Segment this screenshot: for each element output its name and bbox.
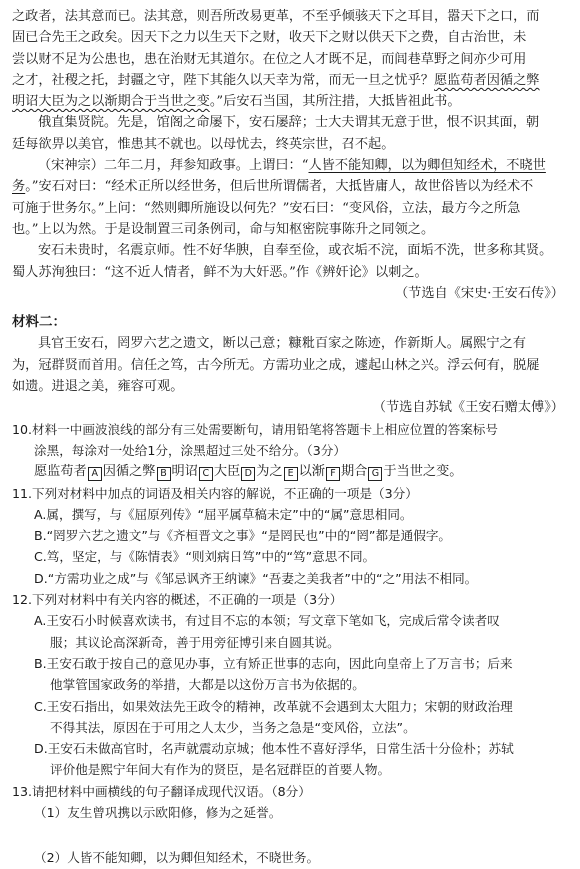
material-one-line: 之政者，法其意而已。法其意，则吾所改易更革，不至乎倾骇天下之耳目，嚣天下之口，而 [12,9,540,24]
question-stem: 涂黑，每涂对一处给1分，涂黑超过三处不给分。（3分） [34,442,346,458]
option-b: B.“罔罗六艺之遗文”与《齐桓晋文之事》“是罔民也”中的“罔”都是通假字。 [34,528,452,544]
material-two-line: 具官王安石，罔罗六艺之遗文，断以己意；糠粃百家之陈迹，作新斯人。属熙宁之有 [38,336,526,352]
wavy-underlined-text: 愿监苟者因循之弊 [434,72,540,88]
answer-box-e[interactable]: E [284,467,298,481]
text-segment: 为之 [256,464,283,480]
answer-box-f[interactable]: F [326,467,340,481]
option-b-continued: 他掌管国家政务的举措，大都是以这份万言书为依据的。 [50,677,365,693]
option-c-continued: 不得其法，原因在于可用之人太少，当务之急是“变风俗，立法”。 [50,719,416,735]
answer-box-g[interactable]: G [368,467,382,481]
translation-item-2: （2）人皆不能知卿，以为卿但知经术，不晓世务。 [34,850,320,866]
answer-box-a[interactable]: A [88,467,102,481]
option-b: B.王安石敢于按自己的意见办事，立有矫正世事的志向，因此向皇帝上了万言书；后来 [34,655,513,671]
question-10 [12,419,568,483]
text-run: （宋神宗）二年二月，拜参知政事。上谓曰：“ [38,158,309,174]
material-two [12,312,568,418]
question-stem: 12.下列对材料中有关内容的概述，不正确的一项是（3分） [12,592,343,608]
text-segment: 大臣 [213,464,241,480]
material-two-line: 如遗。进退之美，雍容可观。 [12,379,184,395]
answer-box-c[interactable]: C [199,467,213,481]
translation-item-1: （1）友生曾巩携以示欧阳修，修为之延誉。 [34,804,282,820]
option-a: A.王安石小时候喜欢读书，有过目不忘的本领；写文章下笔如飞，完成后常令读者叹 [34,613,500,629]
material-one-line: 固已合先王之政矣。因天下之力以生天下之财，收天下之财以供天下之费，自古治世，未 [12,30,527,46]
underlined-sentence: 人皆不能知卿，以为卿但知经术，不晓世 [308,158,546,174]
option-d: D.王安石未做高官时，名声就震动京城；他本性不喜好浮华，日常生活十分俭朴；苏轼 [34,741,514,757]
material-one-line: 安石未贵时，名震京师。性不好华腴，自奉至俭，或衣垢不浣，面垢不洗，世多称其贤。 [38,243,553,259]
material-one-line [12,91,568,112]
section-heading: 材料二： [12,314,66,331]
material-one-line [12,155,568,176]
text-segment: 以渐 [298,464,325,480]
material-one-line: 可施于世务尔。”上问：“然则卿所施设以何先？”安石曰：“变风俗，立法，最方今之所急 [12,200,521,216]
material-one [12,6,568,304]
option-c: C.笃，坚定，与《陈情表》“则刘病日笃”中的“笃”意思不同。 [34,549,376,565]
question-stem: 11.下列对材料中加点的词语及相关内容的解说，不正确的一项是（3分） [12,485,418,501]
question-stem: 10.材料一中画波浪线的部分有三处需要断句，请用铅笔将答题卡上相应位置的答案标号 [12,421,498,437]
question-13 [12,781,568,869]
question-12 [12,589,568,781]
answer-box-b[interactable]: B [157,467,171,481]
question-11 [12,483,568,589]
material-one-line: 也。”上以为然。于是设制置三司条例司，命与知枢密院事陈升之同领之。 [12,221,435,237]
question-stem: 13.请把材料中画横线的句子翻译成现代汉语。（8分） [12,783,311,799]
material-two-line: 为，冠群贤而首用。信任之笃，古今所无。方需功业之成，遽起山林之兴。浮云何有，脱屣 [12,357,540,373]
segmentation-line [12,461,568,482]
material-one-line [12,176,568,197]
answer-box-d[interactable]: D [241,467,255,481]
text-run: 。”后安石当国，其所注措，大抵皆祖此书。 [209,94,461,110]
option-d-continued: 评价他是熙宁年间大有作为的贤臣，是名冠群臣的首要人物。 [50,762,391,778]
text-segment: 愿监苟者 [34,464,87,480]
material-one-line: 尝以财不足为公患也，患在治财无其道尔。在位之人才既不足，而闾巷草野之间亦少可用 [12,51,527,67]
material-one-line: 俄直集贤院。先是，馆阁之命屡下，安石屡辞；士大夫谓其无意于世，恨不识其面，朝 [38,115,540,131]
option-c: C.王安石指出，如果效法先王政令的精神，改革就不会遇到太大阻力；宋朝的财政治理 [34,698,513,714]
answer-space [12,823,568,847]
text-segment: 期合 [341,464,368,480]
option-a-continued: 服；其议论高深新奇，善于用旁征博引来自圆其说。 [50,634,340,650]
option-d: D.“方需功业之成”与《邹忌讽齐王纳谏》“吾妻之美我者”中的“之”用法不相同。 [34,570,478,586]
material-one-line: 廷每欲畀以美官，惟患其不就也。以母忧去，终英宗世，召不起。 [12,136,395,152]
material-one-line: 蜀人苏洵独曰：“这不近人情者，鲜不为大奸恶。”作《辨奸论》以刺之。 [12,264,428,280]
source-citation: （节选自《宋史·王安石传》） [394,285,564,301]
wavy-underlined-text: 明诏大臣为之以渐期合于当世之变 [12,94,210,110]
text-run: 。”安石对曰：“经术正所以经世务，但后世所谓儒者，大抵皆庸人，故世俗皆以为经术不 [25,179,534,195]
text-run: 之才，社稷之托，封疆之守，陛下其能久以天幸为常，而无一旦之忧乎？ [12,72,434,88]
underlined-sentence: 务 [12,179,26,195]
material-one-line [12,70,568,91]
source-citation: （节选自苏轼《王安石赠太傅》） [372,400,564,416]
text-segment: 明诏 [171,464,198,480]
text-segment: 于当世之变。 [383,464,463,480]
option-a: A.属，撰写，与《屈原列传》“屈平属草稿未定”中的“属”意思相同。 [34,506,413,522]
text-segment: 因循之弊 [102,464,156,480]
